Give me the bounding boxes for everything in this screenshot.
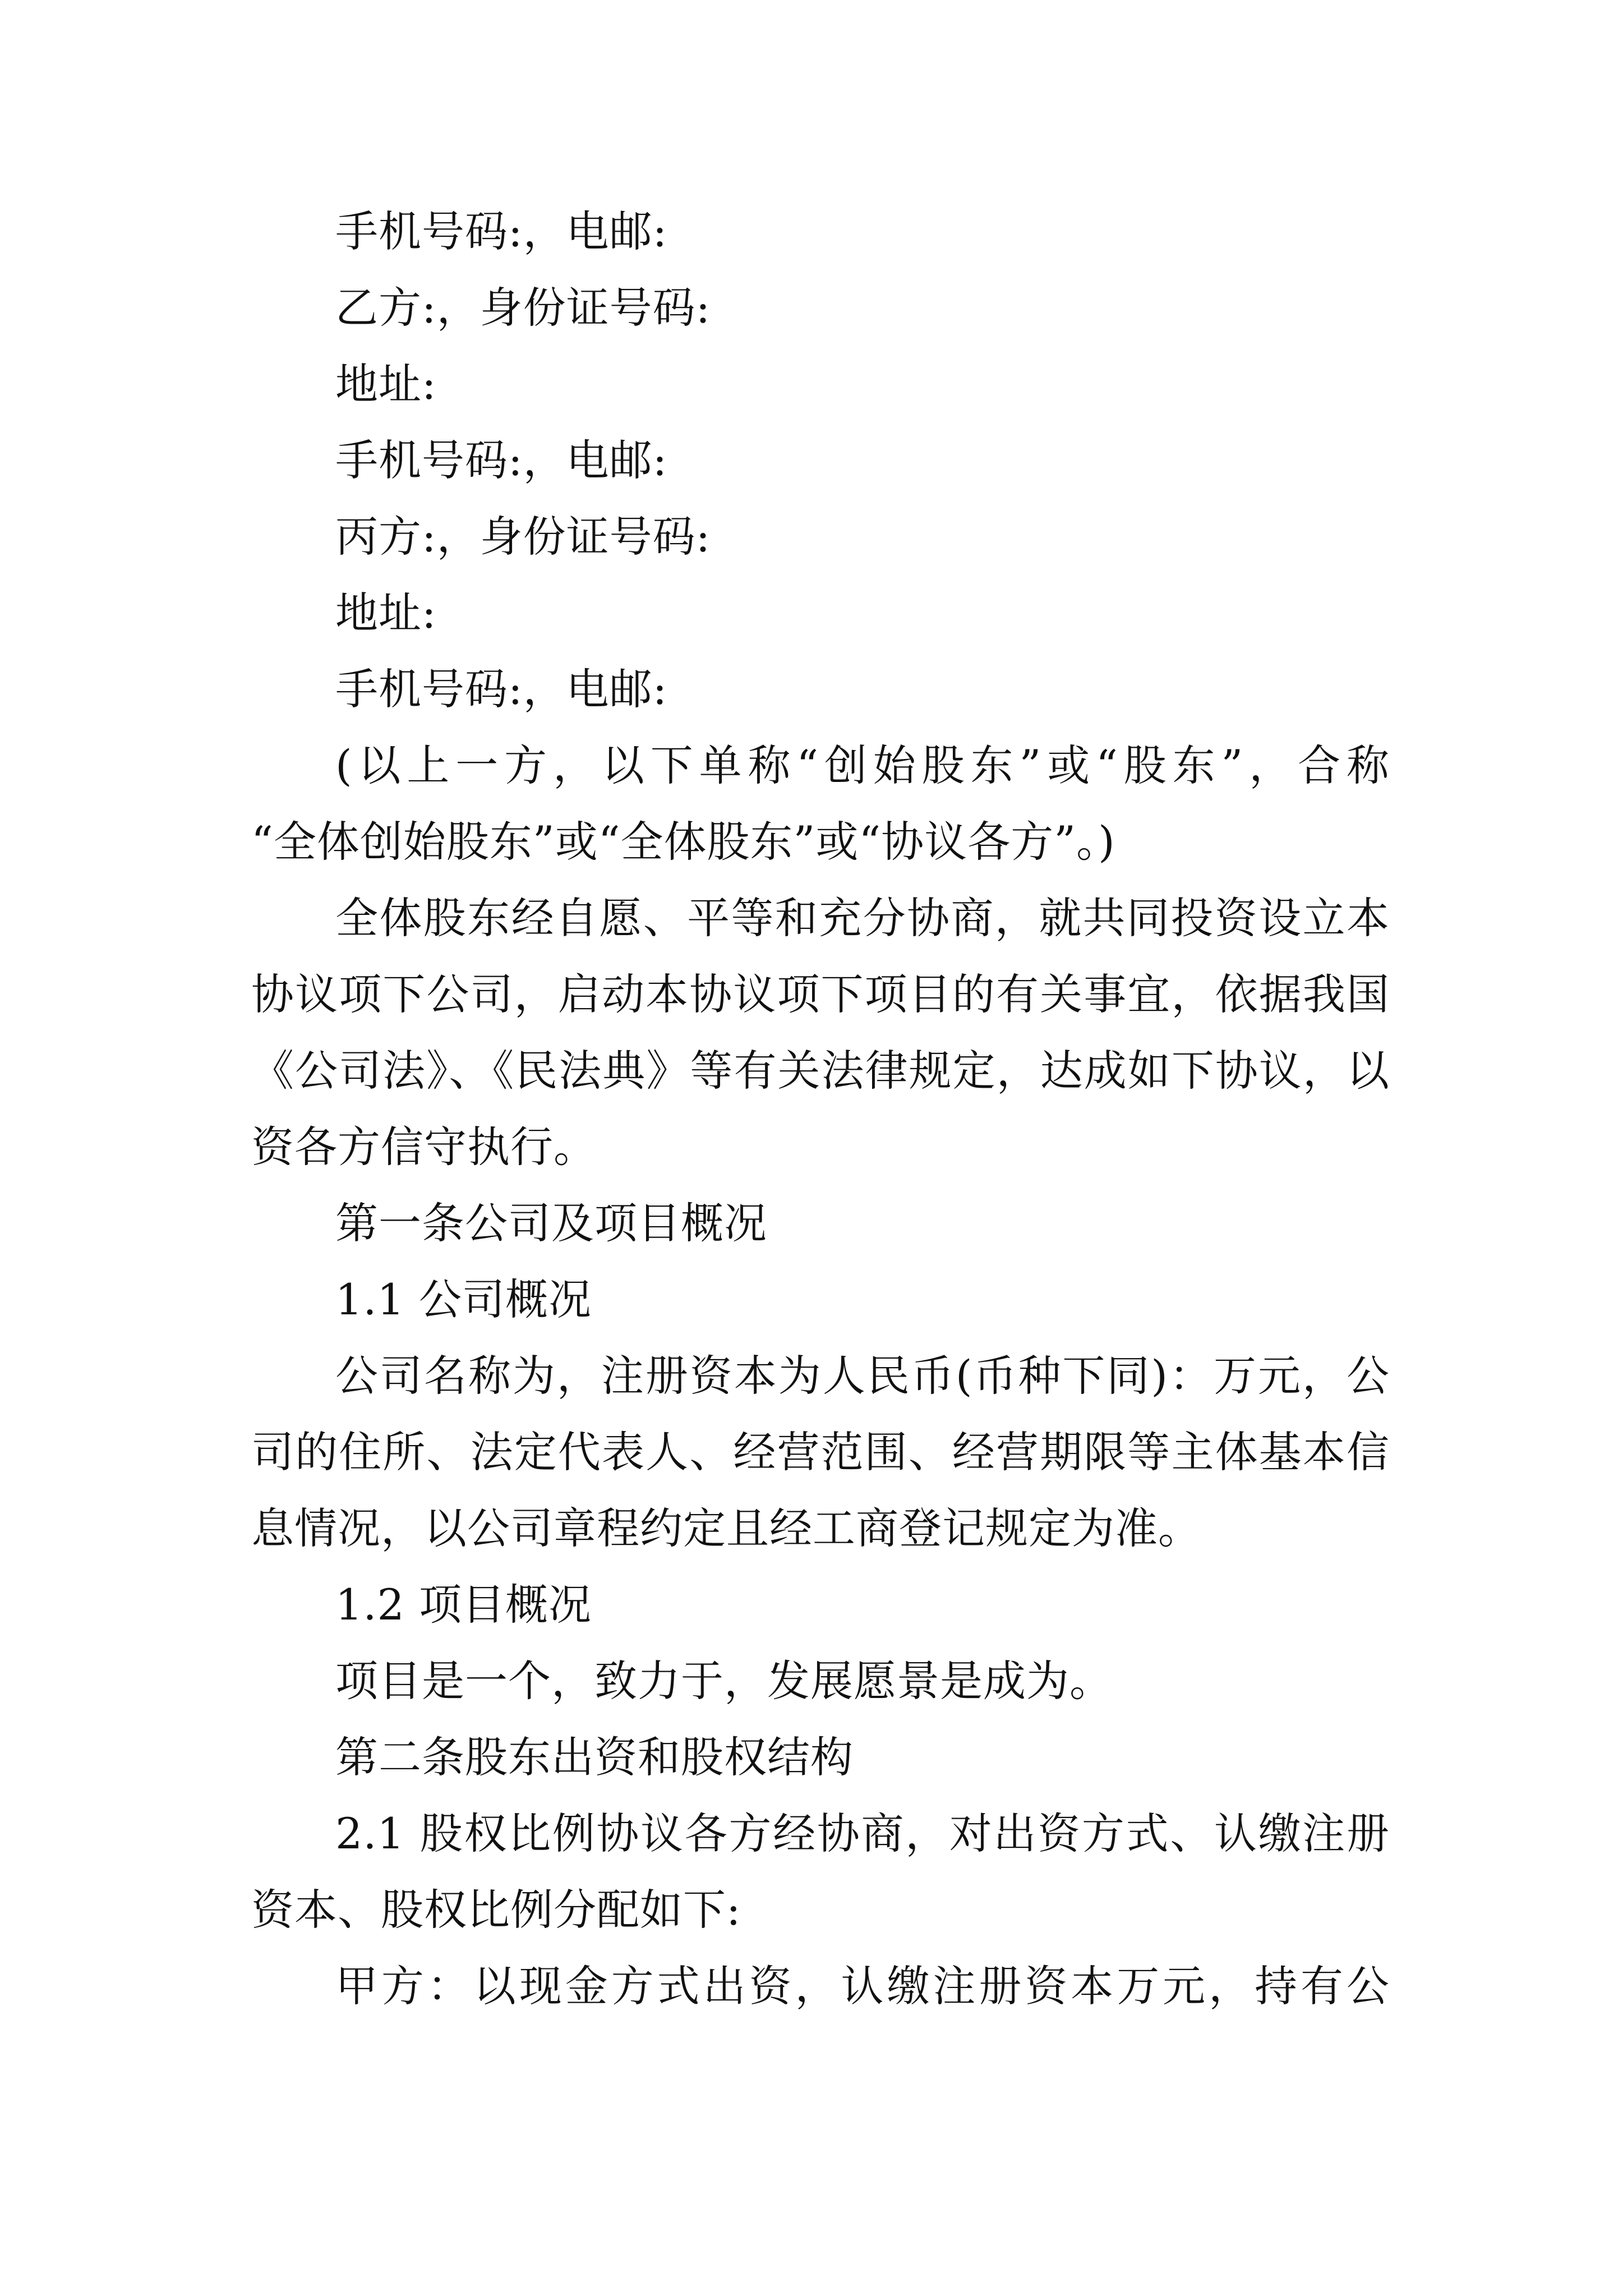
definitions-line-2: “全体创始股东”或“全体股东”或“协议各方”。): [251, 817, 1115, 867]
party-a-contribution-line: 甲方：以现金方式出资，认缴注册资本万元，持有公: [335, 1961, 1390, 2011]
party-b-phone-email: 手机号码:，电邮:: [335, 435, 668, 485]
party-c-phone-email: 手机号码:，电邮:: [335, 664, 668, 714]
preamble-line-1: 全体股东经自愿、平等和充分协商，就共同投资设立本: [335, 893, 1390, 943]
preamble-line-4: 资各方信守执行。: [251, 1122, 597, 1172]
section-1-1-line-1: 公司名称为，注册资本为人民币(币种下同)：万元，公: [335, 1351, 1390, 1401]
section-2-1-line-1: 2.1 股权比例协议各方经协商，对出资方式、认缴注册: [335, 1809, 1390, 1858]
section-2-1-line-2: 资本、股权比例分配如下:: [251, 1885, 741, 1935]
document-body: [251, 194, 1390, 2024]
preamble-line-2: 协议项下公司，启动本协议项下项目的有关事宜，依据我国: [251, 969, 1390, 1019]
article-1-heading: 第一条公司及项目概况: [335, 1198, 767, 1248]
party-b-address: 地址:: [335, 359, 437, 409]
party-c-id: 丙方:，身份证号码:: [335, 512, 711, 562]
section-1-1-heading: 1.1 公司概况: [335, 1274, 592, 1324]
definitions-line-1: (以上一方，以下单称“创始股东”或“股东”，合称: [335, 740, 1390, 790]
section-1-2-heading: 1.2 项目概况: [335, 1580, 592, 1630]
party-c-address: 地址:: [335, 588, 437, 638]
preamble-line-3: 《公司法》、《民法典》等有关法律规定，达成如下协议，以: [251, 1046, 1390, 1096]
party-b-id: 乙方:，身份证号码:: [335, 283, 711, 333]
article-2-heading: 第二条股东出资和股权结构: [335, 1732, 854, 1782]
section-1-1-line-2: 司的住所、法定代表人、经营范围、经营期限等主体基本信: [251, 1427, 1390, 1477]
party-a-phone-email: 手机号码:，电邮:: [335, 206, 668, 256]
section-1-2-line-1: 项目是一个，致力于，发展愿景是成为。: [335, 1656, 1113, 1706]
section-1-1-line-3: 息情况，以公司章程约定且经工商登记规定为准。: [251, 1503, 1201, 1553]
